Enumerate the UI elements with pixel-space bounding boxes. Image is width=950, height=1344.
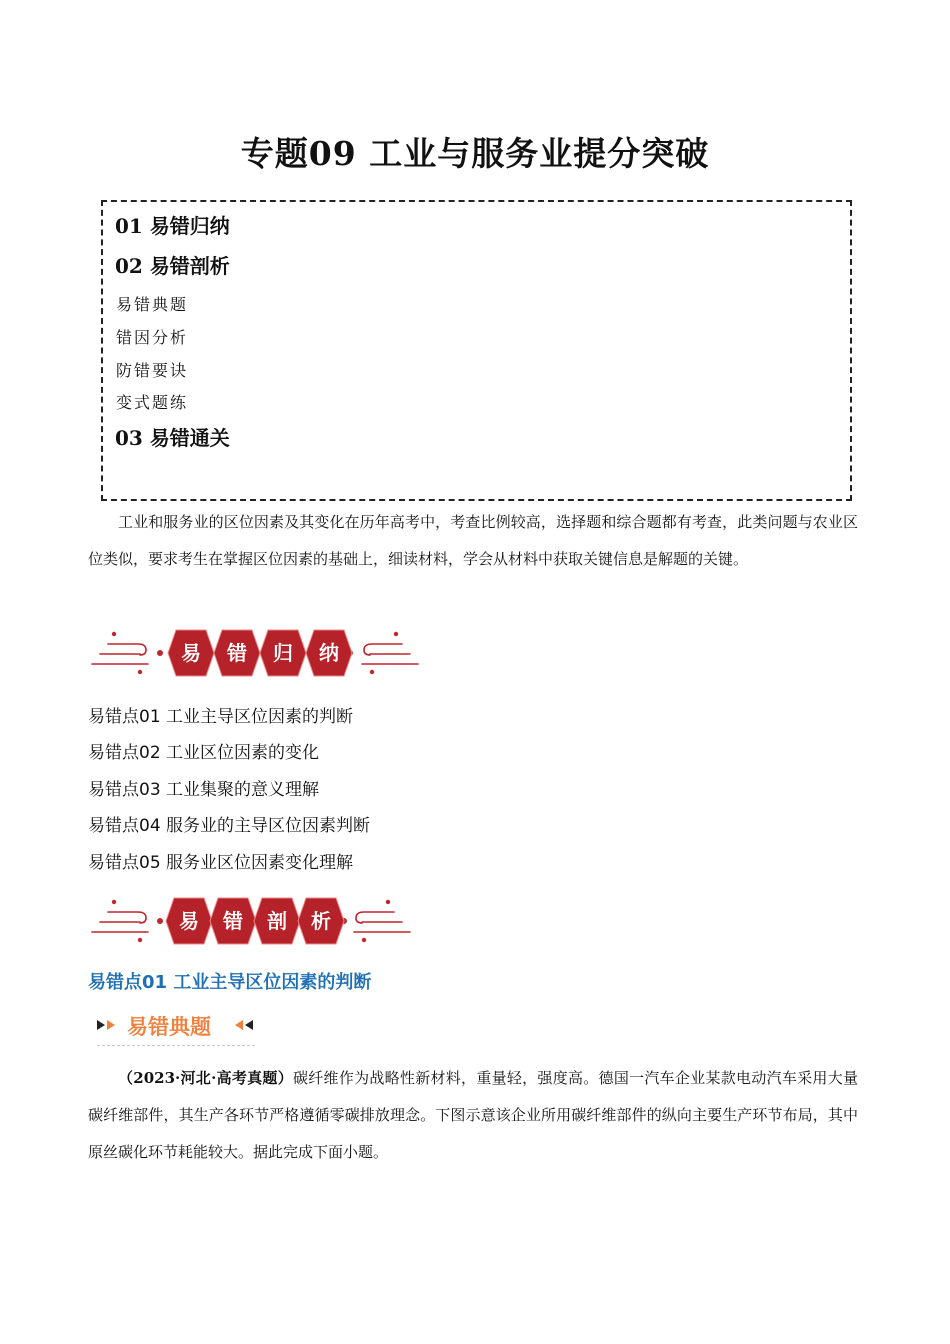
question-paragraph [88,1060,858,1171]
toc-sub-item[interactable]: 防错要诀 [116,361,189,380]
error-point-item[interactable]: 易错点05 服务业区位因素变化理解 [88,853,354,873]
question-text: 碳纤维作为战略性新材料，重量轻，强度高。德国一汽车企业某款电动汽车采用大量碳纤维部件，其生产各环节严格遵循零碳排放理念。下图示意该企业所用碳纤维部件的纵向主要生产环节布局，其中原丝碳化环节耗能较大。据此完成下面小题。 [88,1069,858,1161]
banner-char: 易 [181,641,201,665]
banner-char: 易 [179,909,199,933]
error-point-item[interactable]: 易错点04 服务业的主导区位因素判断 [88,816,371,836]
banner-char: 析 [311,909,331,933]
banner-char: 纳 [319,641,339,665]
error-point-item[interactable]: 易错点01 工业主导区位因素的判断 [88,707,354,727]
toc-sub-item[interactable]: 易错典题 [116,295,189,314]
banner-char: 错 [227,641,247,665]
tag-label: 易错典题 [127,1015,211,1039]
banner-char: 归 [273,641,293,665]
arrow-right-icon [97,1018,119,1032]
section-banner-analysis [90,892,420,950]
toc-heading-3[interactable]: 03 易错通关 [115,426,230,450]
section-heading: 易错点01 工业主导区位因素的判断 [88,972,372,993]
table-of-contents [101,200,852,501]
toc-heading-1[interactable]: 01 易错归纳 [115,214,230,238]
error-point-item[interactable]: 易错点03 工业集聚的意义理解 [88,780,320,800]
toc-sub-item[interactable]: 错因分析 [116,328,189,347]
typical-question-tag [95,1008,255,1046]
page-title: 专题09 工业与服务业提分突破 [240,134,710,173]
section-banner-summary [90,624,420,682]
intro-paragraph: 工业和服务业的区位因素及其变化在历年高考中，考查比例较高，选择题和综合题都有考查，此类问题与农业区位类似，要求考生在掌握区位因素的基础上，细读材料，学会从材料中获取关键信息是解题的关键。 [88,513,858,568]
question-source: （2023·河北·高考真题） [118,1069,293,1087]
banner-char: 剖 [267,909,287,933]
toc-heading-2[interactable]: 02 易错剖析 [115,254,230,278]
banner-char: 错 [223,909,243,933]
error-point-item[interactable]: 易错点02 工业区位因素的变化 [88,743,320,763]
toc-sub-item[interactable]: 变式题练 [116,393,189,412]
arrow-left-icon [231,1018,253,1032]
